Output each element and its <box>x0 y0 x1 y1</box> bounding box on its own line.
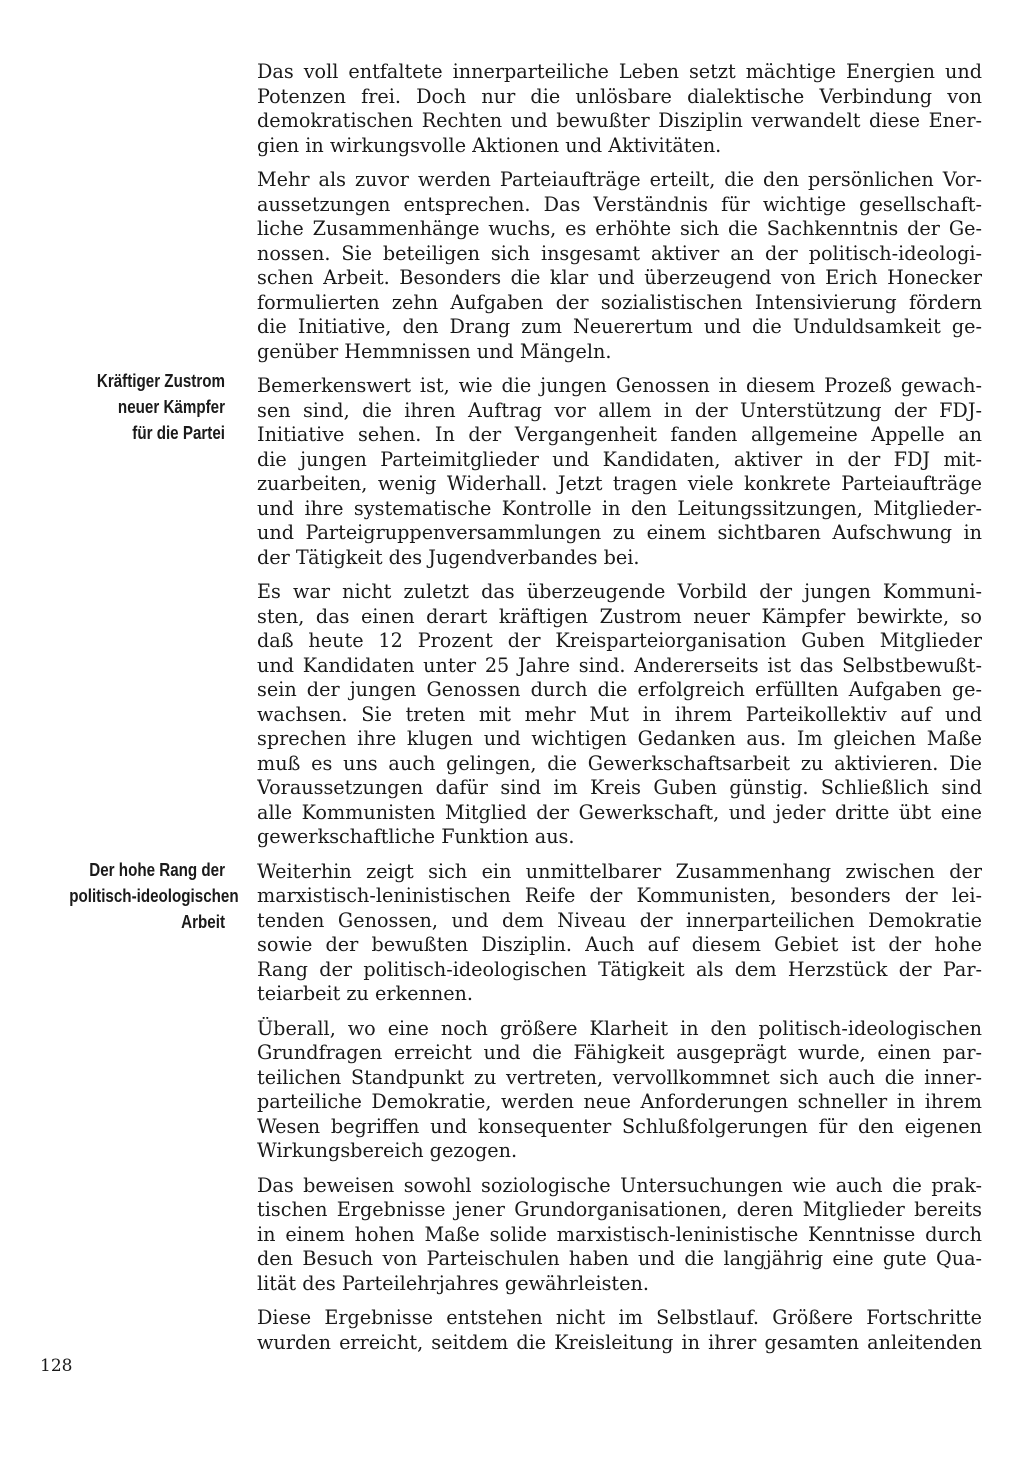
text-line: lität des Parteilehrjahres gewährleisten. <box>257 1271 649 1295</box>
text-line: wurden erreicht, seitdem die Kreisleitung in ihrer gesamten anleitenden <box>257 1330 982 1354</box>
text-line: genüber Hemmnissen und Mängeln. <box>257 339 612 363</box>
body-paragraph <box>257 168 982 364</box>
text-line: Potenzen frei. Doch nur die unlösbare dialektische Verbindung von <box>257 84 982 108</box>
text-line: demokratischen Rechten und bewußter Disziplin verwandelt diese Ener- <box>257 109 982 132</box>
body-text-column <box>257 60 982 1365</box>
text-line: teiarbeit zu erkennen. <box>257 982 473 1005</box>
text-line: zuarbeiten, wenig Widerhall. Jetzt tragen viele konkrete Parteiaufträge <box>257 472 982 495</box>
text-line: nossen. Sie beteiligen sich insgesamt aktiver an der politisch-ideologi- <box>257 241 982 265</box>
body-paragraph <box>257 1174 982 1297</box>
text-line: der Tätigkeit des Jugendverbandes bei. <box>257 545 640 569</box>
text-line: Wirkungsbereich gezogen. <box>257 1139 518 1162</box>
side-heading-line: Arbeit <box>181 911 225 932</box>
side-heading-line: Der hohe Rang der <box>89 859 225 880</box>
text-line: Wesen begriffen und konsequenter Schlußfolgerungen für den eigenen <box>257 1114 982 1138</box>
text-line: und Parteigruppenversammlungen zu einem sichtbaren Aufschwung in <box>257 521 982 544</box>
text-line: wachsen. Sie treten mit mehr Mut in ihrem Parteikollektiv auf und <box>257 702 982 726</box>
text-line: Das beweisen sowohl soziologische Untersuchungen wie auch die prak- <box>257 1173 982 1197</box>
text-line: Diese Ergebnisse entstehen nicht im Selbstlauf. Größere Fortschritte <box>257 1306 982 1329</box>
text-line: muß es uns auch gelingen, die Gewerkschaftsarbeit zu aktivieren. Die <box>257 751 982 775</box>
page-number: 128 <box>40 1356 73 1376</box>
text-line: Es war nicht zuletzt das überzeugende Vorbild der jungen Kommuni- <box>257 580 982 603</box>
side-heading-line: Kräftiger Zustrom <box>96 370 225 391</box>
text-line: und Kandidaten unter 25 Jahre sind. Andererseits ist das Selbstbewußt- <box>257 653 982 677</box>
body-paragraph <box>257 580 982 850</box>
side-heading-kraeftiger-zustrom <box>69 368 225 446</box>
side-heading-line: neuer Kämpfer <box>117 396 225 417</box>
side-heading-hoher-rang <box>69 857 239 935</box>
text-line: Überall, wo eine noch größere Klarheit in den politisch-ideologischen <box>257 1016 982 1040</box>
body-paragraph <box>257 1306 982 1355</box>
body-paragraph <box>257 860 982 1007</box>
text-line: teilichen Standpunkt zu vertreten, vervollkommnet sich auch die inner- <box>257 1065 982 1089</box>
text-line: Das voll entfaltete innerparteiliche Leben setzt mächtige Energien und <box>257 60 982 83</box>
text-line: Voraussetzungen dafür sind im Kreis Guben günstig. Schließlich sind <box>257 776 982 799</box>
text-line: liche Zusammenhänge wuchs, es erhöhte sich die Sachkenntnis der Ge- <box>257 217 982 240</box>
text-line: Initiative sehen. In der Vergangenheit fanden allgemeine Appelle an <box>257 423 982 446</box>
text-line: gewerkschaftliche Funktion aus. <box>257 825 575 848</box>
text-line: sowie der bewußten Disziplin. Auch auf diesem Gebiet ist der hohe <box>257 933 982 956</box>
text-line: Grundfragen erreicht und die Fähigkeit ausgeprägt wurde, einen par- <box>257 1041 982 1064</box>
text-line: Mehr als zuvor werden Parteiaufträge erteilt, die den persönlichen Vor- <box>257 168 982 191</box>
text-line: Bemerkenswert ist, wie die jungen Genossen in diesem Prozeß gewach- <box>257 374 982 397</box>
text-line: sen sind, die ihren Auftrag vor allem in der Unterstützung der FDJ- <box>257 398 982 422</box>
text-line: gien in wirkungsvolle Aktionen und Aktivitäten. <box>257 133 722 157</box>
text-line: sprechen ihre klugen und wichtigen Gedanken aus. Im gleichen Maße <box>257 727 982 750</box>
text-line: tenden Genossen, und dem Niveau der innerparteilichen Demokratie <box>257 908 982 932</box>
text-line: alle Kommunisten Mitglied der Gewerkschaft, und jeder dritte übt eine <box>257 800 982 824</box>
text-line: daß heute 12 Prozent der Kreisparteiorganisation Guben Mitglieder <box>257 629 982 652</box>
text-line: schen Arbeit. Besonders die klar und überzeugend von Erich Honecker <box>257 266 982 289</box>
text-line: Weiterhin zeigt sich ein unmittelbarer Zusammenhang zwischen der <box>257 859 982 883</box>
text-line: und ihre systematische Kontrolle in den Leitungssitzungen, Mitglieder- <box>257 496 982 520</box>
text-line: sten, das einen derart kräftigen Zustrom neuer Kämpfer bewirkte, so <box>257 604 982 628</box>
body-paragraph <box>257 60 982 158</box>
text-line: parteiliche Demokratie, werden neue Anforderungen schneller in ihrem <box>257 1090 982 1113</box>
text-line: den Besuch von Parteischulen haben und die langjährig eine gute Qua- <box>257 1247 982 1270</box>
side-heading-line: politisch-ideologischen <box>69 885 239 906</box>
text-line: marxistisch-leninistischen Reife der Kommunisten, besonders der lei- <box>257 884 982 907</box>
text-line: Rang der politisch-ideologischen Tätigkeit als dem Herzstück der Par- <box>257 957 982 981</box>
text-line: tischen Ergebnisse jener Grundorganisationen, deren Mitglieder bereits <box>257 1198 982 1221</box>
body-paragraph <box>257 374 982 570</box>
text-line: aussetzungen entsprechen. Das Verständnis für wichtige gesellschaft- <box>257 192 982 216</box>
text-line: in einem hohen Maße solide marxistisch-leninistische Kenntnisse durch <box>257 1222 982 1246</box>
text-line: die Initiative, den Drang zum Neuerertum und die Unduldsamkeit ge- <box>257 315 982 338</box>
body-paragraph <box>257 1017 982 1164</box>
text-line: die jungen Parteimitglieder und Kandidaten, aktiver in der FDJ mit- <box>257 447 982 471</box>
text-line: formulierten zehn Aufgaben der sozialistischen Intensivierung fördern <box>257 290 982 314</box>
text-line: sein der jungen Genossen durch die erfolgreich erfüllten Aufgaben ge- <box>257 678 982 701</box>
side-heading-line: für die Partei <box>132 422 225 443</box>
